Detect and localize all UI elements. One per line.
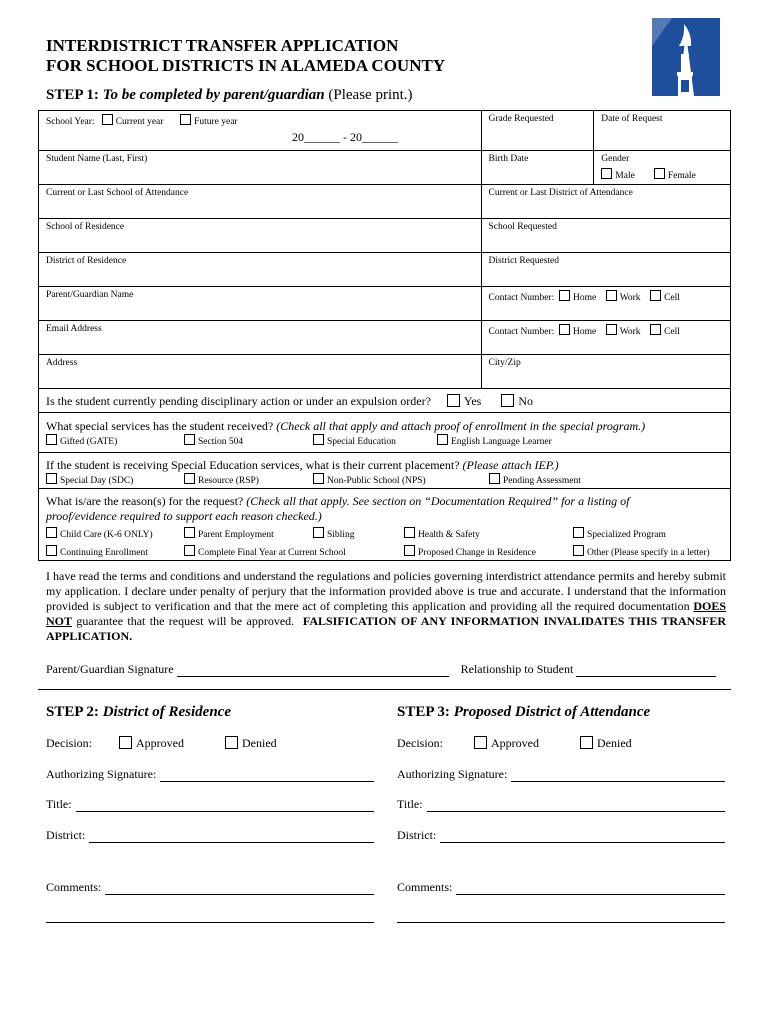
work-label: Work	[619, 327, 641, 337]
step3-comments-label: Comments:	[397, 880, 453, 894]
step3-denied-label: Denied	[597, 736, 632, 750]
step3-title-row	[397, 797, 725, 812]
declaration-warning: FALSIFICATION OF ANY INFORMATION INVALIDATES THIS TRANSFER APPLICATION.	[46, 614, 727, 643]
placement-section	[38, 453, 731, 489]
step2-denied-label: Denied	[242, 736, 277, 750]
address-label: Address	[46, 358, 78, 368]
future-year-label: Future year	[194, 117, 238, 127]
step3-auth-line[interactable]	[511, 767, 725, 782]
gender-label: Gender	[601, 154, 630, 164]
parent-signature-row	[46, 662, 716, 677]
other-reason-checkbox[interactable]	[573, 545, 584, 556]
section-divider	[38, 689, 731, 690]
email-field[interactable]	[39, 321, 482, 355]
step2-district-label: District:	[46, 828, 86, 842]
school-year-label: School Year:	[46, 117, 95, 127]
step2-title-label: Title:	[46, 797, 72, 811]
step2-label: STEP 2:	[46, 704, 99, 720]
other-reason-label: Other (Please specify in a letter)	[587, 548, 710, 558]
cell-checkbox[interactable]	[650, 324, 661, 335]
nps-checkbox[interactable]	[313, 473, 324, 484]
home-checkbox[interactable]	[559, 290, 570, 301]
step3-decision-row	[397, 736, 632, 751]
english-learner-label: English Language Learner	[451, 437, 552, 447]
special-education-checkbox[interactable]	[313, 434, 324, 445]
grade-requested-field[interactable]	[481, 111, 594, 151]
last-district-field[interactable]	[481, 185, 730, 219]
section-504-label: Section 504	[198, 437, 244, 447]
nps-label: Non-Public School (NPS)	[327, 476, 426, 486]
step2-decision-row	[46, 736, 277, 751]
discipline-no-checkbox[interactable]	[501, 394, 514, 407]
step3-heading	[397, 704, 650, 721]
services-note: (Check all that apply and attach proof of enrollment in the special program.)	[276, 419, 646, 433]
step3-comments-row	[397, 880, 725, 895]
specialized-program-checkbox[interactable]	[573, 527, 584, 538]
discipline-yes-checkbox[interactable]	[447, 394, 460, 407]
step2-approved-checkbox[interactable]	[119, 736, 132, 749]
last-school-label: Current or Last School of Attendance	[46, 188, 189, 198]
school-residence-field[interactable]	[39, 219, 482, 253]
step2-title: District of Residence	[102, 704, 232, 720]
final-year-checkbox[interactable]	[184, 545, 195, 556]
sibling-checkbox[interactable]	[313, 527, 324, 538]
step3-title: Proposed District of Attendance	[453, 704, 651, 720]
health-safety-label: Health & Safety	[418, 530, 480, 540]
relationship-label: Relationship to Student	[460, 662, 574, 676]
applicant-info-table	[38, 110, 731, 389]
step2-district-line[interactable]	[89, 828, 374, 843]
declaration-does-not: DOES NOT	[46, 599, 726, 628]
cell-checkbox[interactable]	[650, 290, 661, 301]
school-residence-label: School of Residence	[46, 222, 125, 232]
gifted-label: Gifted (GATE)	[60, 437, 118, 447]
school-requested-label: School Requested	[488, 222, 557, 232]
birth-date-field[interactable]	[481, 151, 594, 185]
discipline-yes-label: Yes	[463, 394, 482, 408]
step2-comments-line[interactable]	[105, 880, 374, 895]
future-year-checkbox[interactable]	[180, 114, 191, 125]
parent-signature-label: Parent/Guardian Signature	[46, 662, 174, 676]
child-care-checkbox[interactable]	[46, 527, 57, 538]
school-year-cell[interactable]	[39, 111, 482, 151]
contact-number-label: Contact Number:	[488, 327, 555, 337]
continuing-enrollment-label: Continuing Enrollment	[60, 548, 148, 558]
city-zip-label: City/Zip	[488, 358, 521, 368]
reasons-question: What is/are the reason(s) for the request?	[46, 494, 244, 508]
district-requested-label: District Requested	[488, 256, 559, 266]
step2-auth-row	[46, 767, 374, 782]
placement-question: If the student is receiving Special Education services, what is their current placement?	[46, 458, 460, 472]
step2-decision-label: Decision:	[46, 736, 92, 750]
district-residence-label: District of Residence	[46, 256, 127, 266]
male-label: Male	[615, 171, 635, 181]
discipline-question: Is the student currently pending disciplinary action or under an expulsion order?	[46, 394, 431, 408]
current-year-checkbox[interactable]	[102, 114, 113, 125]
final-year-label: Complete Final Year at Current School	[198, 548, 346, 558]
step3-approved-checkbox[interactable]	[474, 736, 487, 749]
gender-field	[594, 151, 731, 185]
city-zip-field[interactable]	[481, 355, 730, 389]
contact-number-2-field[interactable]	[481, 321, 730, 355]
contact-number-1-field[interactable]	[481, 287, 730, 321]
sdc-checkbox[interactable]	[46, 473, 57, 484]
date-of-request-label: Date of Request	[601, 114, 663, 124]
district-requested-field[interactable]	[481, 253, 730, 287]
parent-name-field[interactable]	[39, 287, 482, 321]
home-label: Home	[572, 327, 597, 337]
pending-assessment-checkbox[interactable]	[489, 473, 500, 484]
specialized-program-label: Specialized Program	[587, 530, 666, 540]
step3-auth-row	[397, 767, 725, 782]
health-safety-checkbox[interactable]	[404, 527, 415, 538]
pending-assessment-label: Pending Assessment	[503, 476, 581, 486]
step3-title-label: Title:	[397, 797, 423, 811]
placement-note: (Please attach IEP.)	[462, 458, 559, 472]
step2-comments-line-2[interactable]	[46, 922, 374, 923]
child-care-label: Child Care (K-6 ONLY)	[60, 530, 153, 540]
step3-decision-label: Decision:	[397, 736, 443, 750]
step2-heading	[46, 704, 231, 721]
year-range: 20______ - 20______	[292, 130, 398, 144]
step2-auth-line[interactable]	[160, 767, 374, 782]
sibling-label: Sibling	[327, 530, 355, 540]
special-services-section	[38, 413, 731, 453]
cell-label: Cell	[664, 327, 680, 337]
step3-district-label: District:	[397, 828, 437, 842]
rsp-checkbox[interactable]	[184, 473, 195, 484]
page-title	[46, 36, 445, 76]
step1-note: (Please print.)	[328, 87, 413, 103]
student-name-field[interactable]	[39, 151, 482, 185]
parent-signature-line[interactable]	[177, 676, 449, 677]
last-school-field[interactable]	[39, 185, 482, 219]
step2-approved-label: Approved	[136, 736, 184, 750]
title-line-1: INTERDISTRICT TRANSFER APPLICATION	[46, 36, 399, 55]
parent-employment-checkbox[interactable]	[184, 527, 195, 538]
work-checkbox[interactable]	[606, 290, 617, 301]
school-requested-field[interactable]	[481, 219, 730, 253]
female-checkbox[interactable]	[654, 168, 665, 179]
work-checkbox[interactable]	[606, 324, 617, 335]
step3-title-line[interactable]	[427, 797, 725, 812]
current-year-label: Current year	[115, 117, 164, 127]
discipline-section	[38, 387, 731, 413]
step2-comments-label: Comments:	[46, 880, 102, 894]
step2-district-row	[46, 828, 374, 843]
step2-comments-row	[46, 880, 374, 895]
county-logo-icon	[648, 16, 724, 96]
english-learner-checkbox[interactable]	[437, 434, 448, 445]
student-name-label: Student Name (Last, First)	[46, 154, 148, 164]
services-question: What special services has the student received?	[46, 419, 274, 433]
step3-approved-label: Approved	[491, 736, 539, 750]
step3-district-row	[397, 828, 725, 843]
home-checkbox[interactable]	[559, 324, 570, 335]
change-residence-checkbox[interactable]	[404, 545, 415, 556]
change-residence-label: Proposed Change in Residence	[418, 548, 536, 558]
step1-heading	[46, 87, 413, 104]
female-label: Female	[667, 171, 696, 181]
reasons-section	[38, 489, 731, 561]
declaration-text	[46, 569, 726, 644]
district-residence-field[interactable]	[39, 253, 482, 287]
relationship-line[interactable]	[576, 676, 716, 677]
step3-label: STEP 3:	[397, 704, 450, 720]
step1-italic: To be completed by parent/guardian	[102, 87, 325, 103]
cell-label: Cell	[664, 293, 680, 303]
special-education-label: Special Education	[327, 437, 396, 447]
address-field[interactable]	[39, 355, 482, 389]
male-checkbox[interactable]	[601, 168, 612, 179]
discipline-no-label: No	[518, 394, 534, 408]
step1-label: STEP 1:	[46, 87, 99, 103]
step3-district-line[interactable]	[440, 828, 725, 843]
parent-employment-label: Parent Employment	[198, 530, 274, 540]
step3-auth-label: Authorizing Signature:	[397, 767, 508, 781]
parent-name-label: Parent/Guardian Name	[46, 290, 134, 300]
continuing-enrollment-checkbox[interactable]	[46, 545, 57, 556]
step2-auth-label: Authorizing Signature:	[46, 767, 157, 781]
gifted-checkbox[interactable]	[46, 434, 57, 445]
reasons-note-1: (Check all that apply. See section on “Documentation Required” for a listing of	[246, 494, 630, 508]
step2-title-row	[46, 797, 374, 812]
declaration-part-1: I have read the terms and conditions and understand the regulations and policies governing interdistrict attendance permits and hereby submit my application. I declare under penalty of perjury that the information provided above is true and accurate. I understand that the information provided is subject to verification and that the mere act of completing this application and providing all the required documentation	[46, 569, 726, 613]
rsp-label: Resource (RSP)	[198, 476, 259, 486]
title-line-2: FOR SCHOOL DISTRICTS IN ALAMEDA COUNTY	[46, 56, 446, 75]
birth-date-label: Birth Date	[488, 154, 529, 164]
step3-denied-checkbox[interactable]	[580, 736, 593, 749]
reasons-note-2: proof/evidence required to support each reason checked.)	[46, 509, 322, 523]
email-label: Email Address	[46, 324, 102, 334]
last-district-label: Current or Last District of Attendance	[488, 188, 633, 198]
step3-comments-line-2[interactable]	[397, 922, 725, 923]
home-label: Home	[572, 293, 597, 303]
date-of-request-field[interactable]	[594, 111, 731, 151]
sdc-label: Special Day (SDC)	[60, 476, 134, 486]
work-label: Work	[619, 293, 641, 303]
section-504-checkbox[interactable]	[184, 434, 195, 445]
step2-denied-checkbox[interactable]	[225, 736, 238, 749]
declaration-part-2: guarantee that the request will be approved.	[76, 614, 295, 628]
step3-comments-line[interactable]	[456, 880, 725, 895]
grade-requested-label: Grade Requested	[488, 114, 554, 124]
step2-title-line[interactable]	[76, 797, 374, 812]
contact-number-label: Contact Number:	[488, 293, 555, 303]
